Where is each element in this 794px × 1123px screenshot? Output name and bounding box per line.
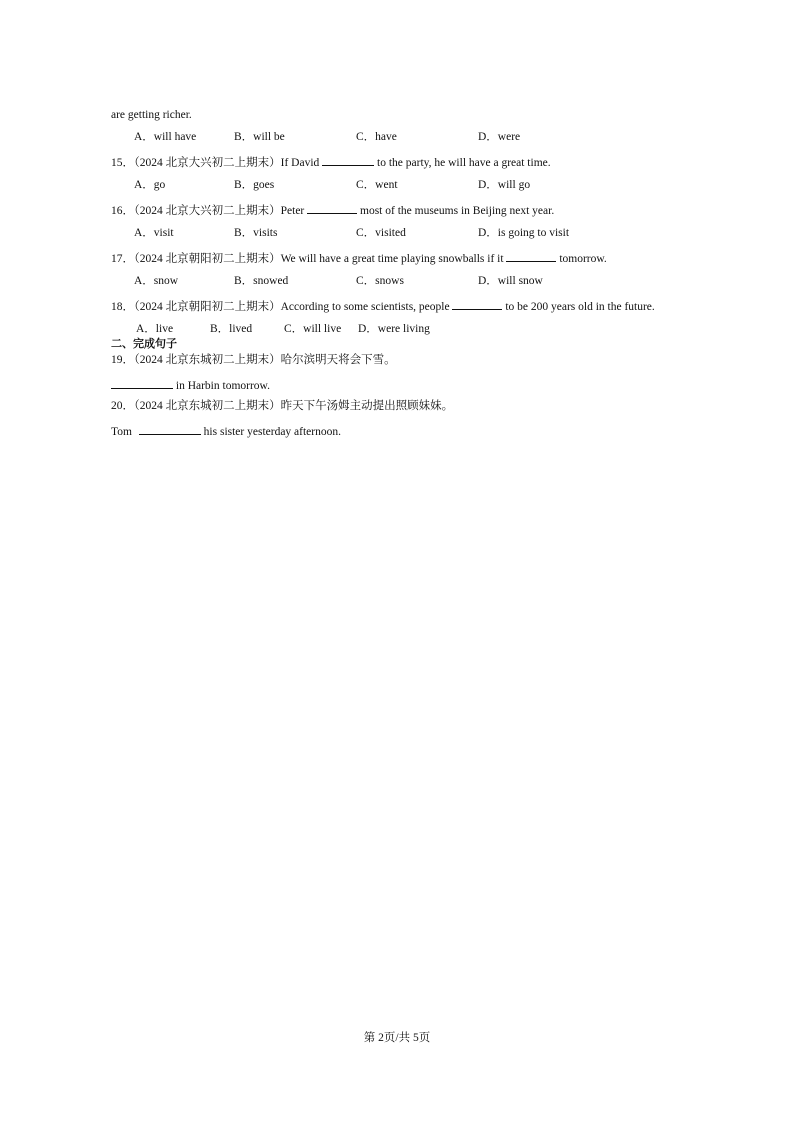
q17-option-a: A．snow <box>134 275 179 287</box>
answer-text: in Harbin tomorrow. <box>175 380 270 392</box>
answer-text-pre: Tom <box>111 426 132 438</box>
q17-option-b: B．snowed <box>234 275 289 287</box>
question-number: 20． <box>111 400 134 412</box>
page-number: 第 2页/共 5页 <box>363 1032 431 1044</box>
q20-answer-line <box>111 423 341 439</box>
question-15 <box>111 154 551 170</box>
question-stem-pre: According to some scientists, people <box>280 301 450 313</box>
question-prompt: 昨天下午汤姆主动提出照顾妹妹。 <box>280 400 454 412</box>
section-title: 二、完成句子 <box>111 337 177 350</box>
question-20 <box>111 399 453 413</box>
question-17 <box>111 250 607 266</box>
question-number: 19． <box>111 354 134 366</box>
question-source: （2024 北京大兴初二上期末） <box>134 205 281 217</box>
q17-option-d: D．will snow <box>478 275 543 287</box>
q18-option-c: C．will live <box>284 323 342 335</box>
q16-option-b: B．visits <box>234 227 278 239</box>
q18-option-b: B．lived <box>210 323 253 335</box>
question-source: （2024 北京大兴初二上期末） <box>134 157 281 169</box>
q14-option-d: D．were <box>478 131 521 143</box>
q16-option-c: C．visited <box>356 227 406 239</box>
question-number: 15． <box>111 157 134 169</box>
q15-option-c: C．went <box>356 179 398 191</box>
question-number: 18． <box>111 301 134 313</box>
q14-stem-tail: are getting richer. <box>111 109 192 121</box>
question-stem-pre: We will have a great time playing snowballs if it <box>280 253 504 265</box>
answer-blank <box>307 202 357 214</box>
question-stem-post: tomorrow. <box>559 253 607 265</box>
question-19 <box>111 353 396 367</box>
answer-blank <box>322 154 374 166</box>
question-stem-pre: If David <box>280 157 320 169</box>
answer-text-post: his sister yesterday afternoon. <box>203 426 341 438</box>
answer-blank <box>452 298 502 310</box>
q19-answer-line <box>111 377 270 393</box>
q17-option-c: C．snows <box>356 275 404 287</box>
q14-option-b: B．will be <box>234 131 285 143</box>
question-prompt: 哈尔滨明天将会下雪。 <box>280 354 396 366</box>
q15-option-b: B．goes <box>234 179 275 191</box>
q18-option-d: D．were living <box>358 323 430 335</box>
q18-option-a: A．live <box>136 323 174 335</box>
question-source: （2024 北京朝阳初二上期末） <box>134 253 281 265</box>
question-stem-post: to the party, he will have a great time. <box>377 157 551 169</box>
q16-option-a: A．visit <box>134 227 174 239</box>
answer-blank <box>506 250 556 262</box>
question-number: 17． <box>111 253 134 265</box>
question-stem-post: most of the museums in Beijing next year. <box>360 205 555 217</box>
q14-option-a: A．will have <box>134 131 197 143</box>
q16-option-d: D．is going to visit <box>478 227 570 239</box>
q15-option-a: A．go <box>134 179 166 191</box>
question-source: （2024 北京东城初二上期末） <box>134 354 281 366</box>
question-stem-pre: Peter <box>280 205 305 217</box>
question-18 <box>111 298 655 314</box>
q14-option-c: C．have <box>356 131 397 143</box>
answer-blank <box>111 377 173 389</box>
question-number: 16． <box>111 205 134 217</box>
q15-option-d: D．will go <box>478 179 531 191</box>
question-16 <box>111 202 554 218</box>
question-stem-post: to be 200 years old in the future. <box>505 301 655 313</box>
question-source: （2024 北京朝阳初二上期末） <box>134 301 281 313</box>
answer-blank <box>139 423 201 435</box>
question-source: （2024 北京东城初二上期末） <box>134 400 281 412</box>
